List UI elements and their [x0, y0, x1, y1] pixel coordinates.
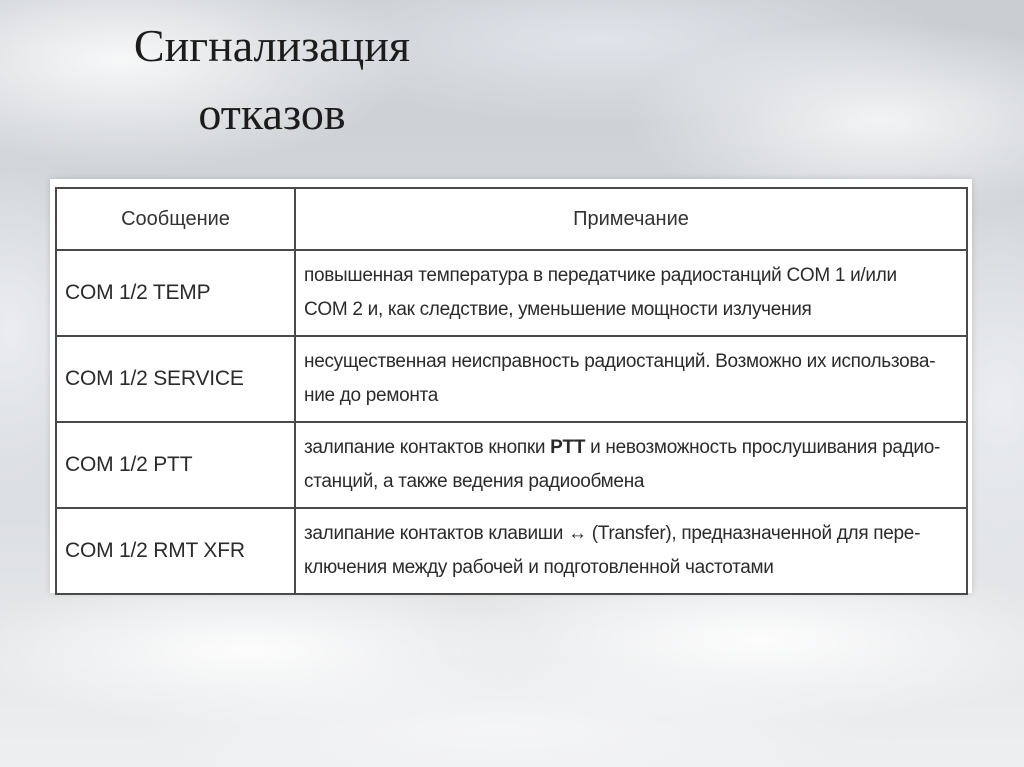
table-header-row	[56, 188, 967, 250]
slide-title-line-1: Сигнализация	[133, 20, 411, 71]
table-row	[56, 508, 967, 594]
note-cell	[295, 422, 967, 508]
note-cell	[295, 508, 967, 594]
note-text: станций, а также ведения радиообмена	[304, 471, 645, 492]
ptt-keyword: PTT	[550, 437, 586, 458]
transfer-arrow-icon: ↔	[568, 523, 587, 544]
message-cell: COM 1/2 TEMP	[56, 250, 295, 336]
table-row	[56, 422, 967, 508]
table-row	[56, 250, 967, 336]
note-text: (Transfer), предназначенной для пере-	[586, 523, 921, 544]
fault-signals-table	[55, 187, 968, 595]
note-cell	[295, 336, 967, 422]
note-cell	[295, 250, 967, 336]
note-text: несущественная неисправность радиостанций. Возможно их использова-	[304, 351, 936, 372]
table-row	[56, 336, 967, 422]
column-header-message: Сообщение	[56, 188, 295, 250]
note-text: и невозможность прослушивания радио-	[585, 437, 941, 458]
note-text: COM 2 и, как следствие, уменьшение мощности излучения	[304, 299, 812, 320]
table-image	[50, 179, 972, 593]
message-cell: COM 1/2 SERVICE	[56, 336, 295, 422]
message-cell: COM 1/2 PTT	[56, 422, 295, 508]
note-text: ние до ремонта	[304, 385, 438, 406]
note-text: залипание контактов клавиши	[304, 523, 569, 544]
slide-title-line-2: отказов	[198, 88, 346, 139]
note-text: ключения между рабочей и подготовленной частотами	[304, 557, 774, 578]
note-text: повышенная температура в передатчике радиостанций COM 1 и/или	[304, 265, 897, 286]
note-text: залипание контактов кнопки	[304, 437, 551, 458]
slide-title	[92, 12, 452, 148]
column-header-note: Примечание	[295, 188, 967, 250]
message-cell: COM 1/2 RMT XFR	[56, 508, 295, 594]
